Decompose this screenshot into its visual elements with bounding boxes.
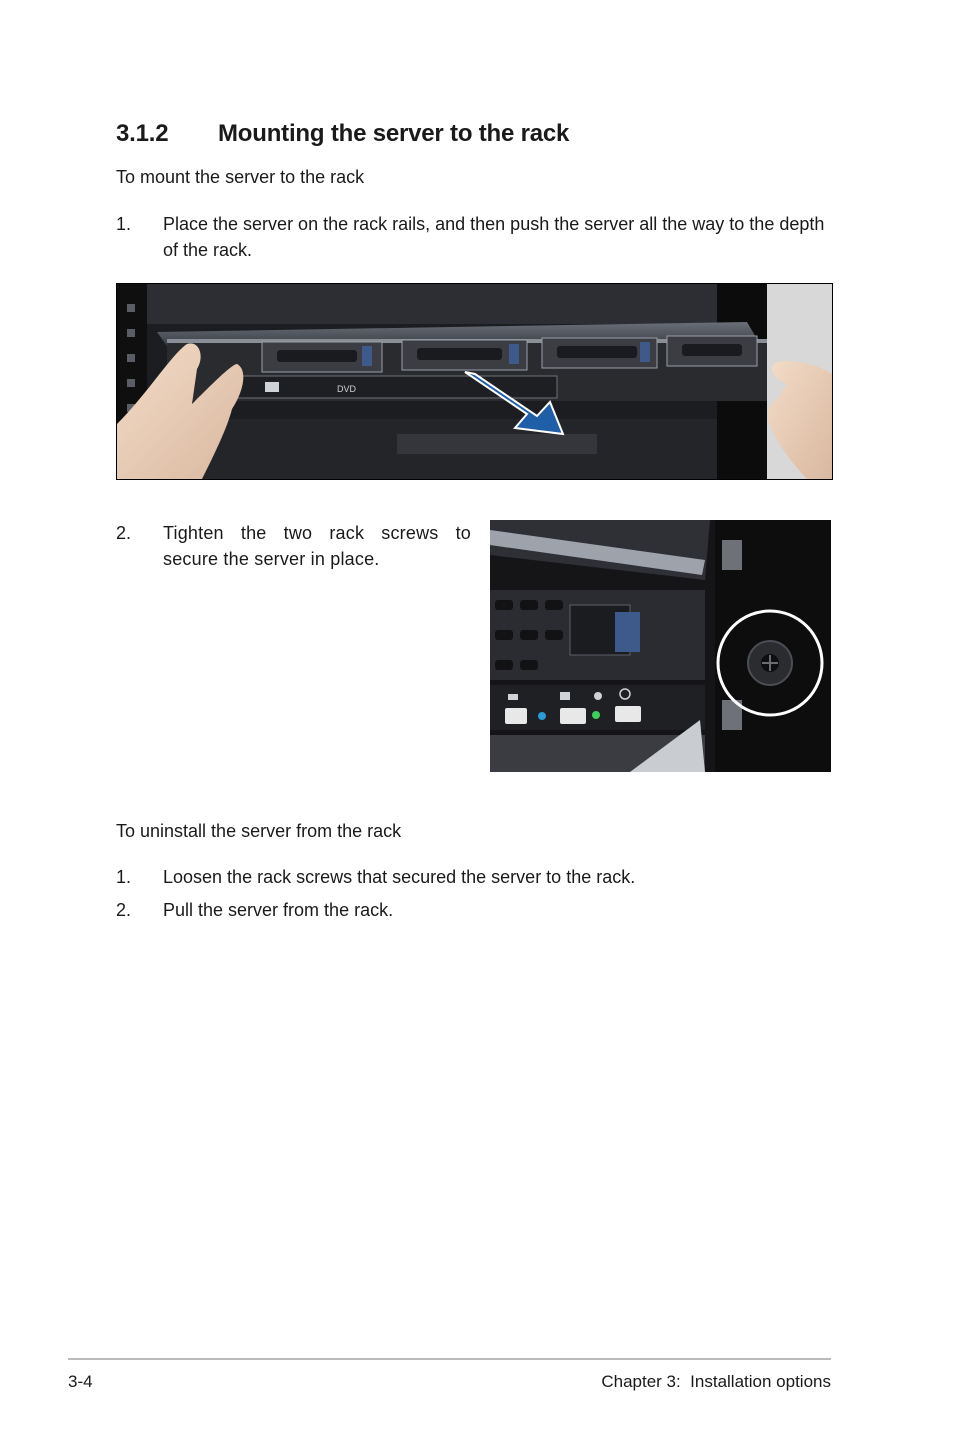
section-number: 3.1.2 [116, 120, 169, 147]
step-number: 2. [116, 523, 132, 543]
step-number: 1. [116, 867, 132, 887]
footer-divider [68, 1358, 831, 1360]
mount-intro: To mount the server to the rack [116, 167, 365, 187]
step-text: Tighten the two rack screws to secure the server in place. [163, 523, 471, 569]
rack-screw-illustration [490, 520, 831, 772]
dvd-label: DVD [337, 384, 357, 394]
mount-step-1 [116, 211, 836, 263]
chapter-label: Chapter 3: Installation options [601, 1372, 831, 1391]
uninstall-step-2 [116, 897, 836, 923]
step-text: Pull the server from the rack. [163, 900, 394, 920]
uninstall-intro: To uninstall the server from the rack [116, 821, 402, 841]
step-text: Place the server on the rack rails, and then push the server all the way to the depth of the rack. [163, 214, 825, 260]
step-number: 2. [116, 900, 132, 920]
rack-mount-photo [116, 283, 833, 480]
section-title: Mounting the server to the rack [218, 120, 570, 147]
mount-step-2 [116, 520, 471, 572]
rack-screw-photo [490, 520, 831, 772]
section-heading [116, 120, 569, 148]
uninstall-step-1 [116, 864, 836, 890]
step-number: 1. [116, 214, 132, 234]
page-number: 3-4 [68, 1372, 93, 1391]
rack-mount-illustration [117, 284, 832, 479]
step-text: Loosen the rack screws that secured the server to the rack. [163, 867, 636, 887]
